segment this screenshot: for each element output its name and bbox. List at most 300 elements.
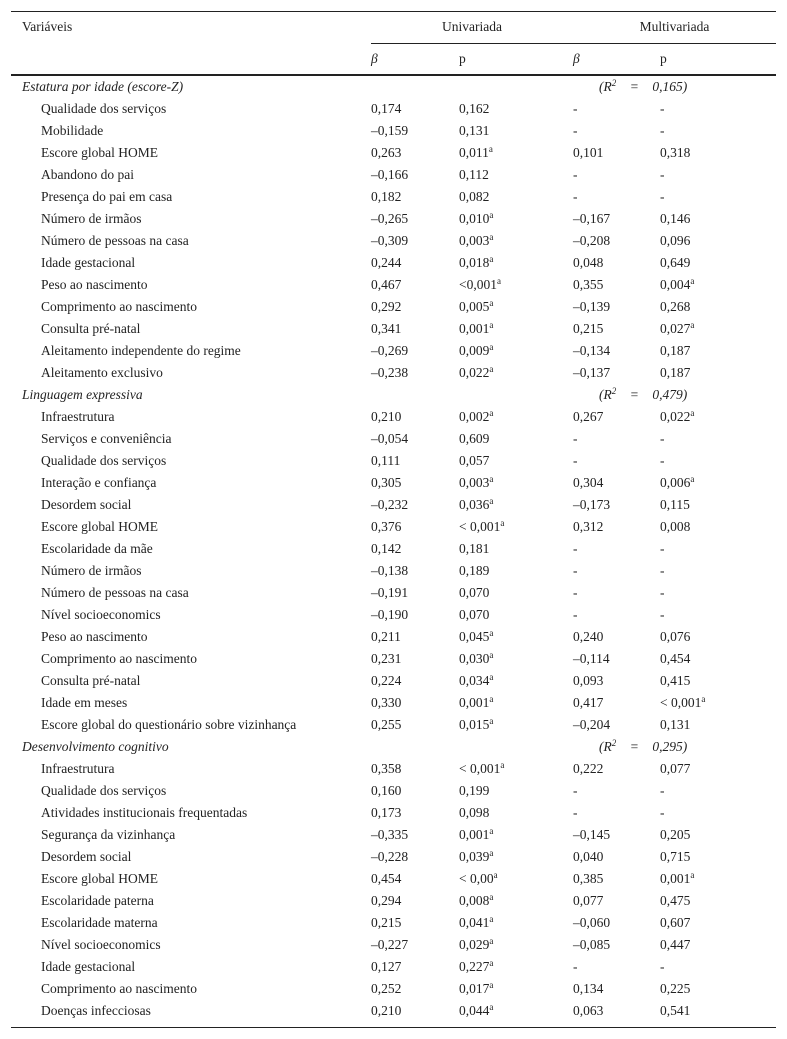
header-variables: Variáveis [22,19,73,35]
p-multivariate-cell [660,802,776,824]
beta-univariate-cell [371,714,459,736]
beta-multivariate-cell [573,120,660,142]
beta-univariate-cell [371,406,459,428]
significance-mark: a [489,408,494,418]
beta-univariate-cell [371,208,459,230]
p-univariate-cell [459,846,573,868]
row-label: Aleitamento exclusivo [41,365,163,380]
p-univariate-cell [459,472,573,494]
beta-univariate: 0,341 [371,321,402,336]
beta-multivariate: - [573,959,578,974]
p-univariate: 0,045 [459,629,490,644]
beta-univariate-cell [371,758,459,780]
significance-mark: a [489,364,494,374]
beta-multivariate-cell [573,868,660,890]
p-multivariate: 0,115 [660,497,690,512]
p-univariate-cell [459,208,573,230]
p-univariate-cell [459,538,573,560]
beta-multivariate-cell [573,472,660,494]
beta-univariate: 0,252 [371,981,402,996]
beta-multivariate-cell [573,252,660,274]
p-univariate-cell [459,142,573,164]
beta-univariate-cell [371,670,459,692]
p-multivariate: 0,268 [660,299,691,314]
p-multivariate: 0,475 [660,893,691,908]
beta-univariate-cell [371,450,459,472]
row-label: Escolaridade materna [41,915,158,930]
row-label: Idade gestacional [41,255,136,270]
table-row [11,648,776,670]
p-multivariate: - [660,431,665,446]
p-univariate-cell [459,978,573,1000]
p-multivariate: - [660,783,665,798]
table-row [11,868,776,890]
beta-univariate: 0,210 [371,409,402,424]
p-univariate-cell [459,362,573,384]
row-label-cell [11,318,371,340]
row-label-cell [11,516,371,538]
p-multivariate-cell [660,846,776,868]
beta-univariate: 0,211 [371,629,401,644]
beta-univariate: 0,467 [371,277,402,292]
beta-univariate: 0,224 [371,673,402,688]
p-multivariate: - [660,189,665,204]
p-univariate: 0,030 [459,651,490,666]
row-label-cell [11,802,371,824]
table-row [11,802,776,824]
beta-multivariate: –0,139 [573,299,611,314]
row-label-cell [11,648,371,670]
p-univariate-cell [459,186,573,208]
header-p-multivariate: p [660,44,776,76]
beta-multivariate: –0,085 [573,937,611,952]
row-label: Mobilidade [41,123,104,138]
beta-multivariate: 0,385 [573,871,604,886]
beta-univariate-cell [371,428,459,450]
p-multivariate: - [660,101,665,116]
beta-multivariate: 0,063 [573,1003,604,1018]
p-univariate: 0,009 [459,343,490,358]
row-label-cell [11,780,371,802]
p-multivariate: 0,096 [660,233,691,248]
row-label: Idade gestacional [41,959,136,974]
p-multivariate-cell [660,406,776,428]
beta-multivariate-cell [573,142,660,164]
p-multivariate-cell [660,450,776,472]
beta-univariate-cell [371,934,459,956]
beta-multivariate: 0,267 [573,409,604,424]
significance-mark: a [690,474,695,484]
table-row [11,934,776,956]
p-multivariate-cell [660,252,776,274]
p-multivariate-cell [660,538,776,560]
header-spacer [11,44,371,76]
beta-multivariate-cell [573,604,660,626]
table-row [11,274,776,296]
beta-multivariate: - [573,563,578,578]
p-univariate: 0,057 [459,453,490,468]
row-label: Infraestrutura [41,409,115,424]
p-univariate-cell [459,604,573,626]
row-label-cell [11,824,371,846]
significance-mark: a [488,144,493,154]
p-multivariate: - [660,607,665,622]
beta-multivariate-cell [573,692,660,714]
beta-multivariate-cell [573,1000,660,1022]
row-label: Desordem social [41,497,132,512]
p-univariate: 0,098 [459,805,490,820]
p-univariate: 0,036 [459,497,490,512]
significance-mark: a [489,320,494,330]
table-row [11,758,776,780]
significance-mark: a [690,320,695,330]
table-row [11,714,776,736]
beta-multivariate-cell [573,912,660,934]
beta-univariate-cell [371,1000,459,1022]
beta-multivariate-cell [573,164,660,186]
beta-univariate-cell [371,538,459,560]
table-row [11,450,776,472]
row-label: Número de irmãos [41,563,142,578]
beta-multivariate: –0,134 [573,343,611,358]
p-univariate-cell [459,802,573,824]
group-r2 [573,736,776,758]
p-multivariate: - [660,563,665,578]
row-label-cell [11,890,371,912]
beta-multivariate-cell [573,428,660,450]
p-multivariate-cell [660,1000,776,1022]
p-univariate: 0,010 [459,211,490,226]
row-label-cell [11,538,371,560]
p-multivariate: - [660,541,665,556]
row-label: Consulta pré-natal [41,673,141,688]
table-row [11,670,776,692]
row-label: Número de irmãos [41,211,142,226]
beta-univariate-cell [371,890,459,912]
beta-univariate: –0,227 [371,937,409,952]
row-label: Nível socioeconomics [41,607,161,622]
row-label-cell [11,670,371,692]
significance-mark: a [489,694,494,704]
p-multivariate: - [660,805,665,820]
p-univariate: 0,005 [459,299,490,314]
p-multivariate-cell [660,230,776,252]
p-univariate: 0,011 [459,145,489,160]
beta-multivariate: 0,077 [573,893,604,908]
beta-univariate-cell [371,142,459,164]
beta-multivariate-cell [573,450,660,472]
p-univariate: 0,227 [459,959,490,974]
header-row-groups [11,11,776,44]
p-multivariate-cell [660,208,776,230]
row-label-cell [11,560,371,582]
beta-multivariate-cell [573,186,660,208]
row-label-cell [11,692,371,714]
significance-mark: a [701,694,706,704]
row-label-cell [11,868,371,890]
p-multivariate-cell [660,582,776,604]
beta-multivariate-cell [573,890,660,912]
row-label: Escolaridade da mãe [41,541,153,556]
beta-univariate: –0,054 [371,431,409,446]
p-univariate-cell [459,648,573,670]
row-label: Abandono do pai [41,167,134,182]
significance-mark: a [489,826,494,836]
significance-mark: a [489,298,494,308]
row-label-cell [11,296,371,318]
p-multivariate-cell [660,274,776,296]
p-univariate-cell [459,670,573,692]
p-multivariate-cell [660,824,776,846]
row-label: Qualidade dos serviços [41,783,167,798]
p-univariate-cell [459,582,573,604]
row-label: Doenças infecciosas [41,1003,151,1018]
row-label-cell [11,428,371,450]
p-univariate-cell [459,428,573,450]
p-univariate: 0,003 [459,475,490,490]
beta-multivariate-cell [573,582,660,604]
p-univariate: 0,112 [459,167,489,182]
p-multivariate: 0,146 [660,211,691,226]
p-univariate-cell [459,626,573,648]
p-multivariate: - [660,959,665,974]
table-row [11,978,776,1000]
p-univariate: < 0,00 [459,871,494,886]
beta-univariate: 0,142 [371,541,402,556]
beta-multivariate: 0,417 [573,695,604,710]
beta-univariate: 0,294 [371,893,402,908]
row-label: Escore global HOME [41,145,158,160]
p-multivariate-cell [660,560,776,582]
p-univariate-cell [459,912,573,934]
beta-univariate: 0,244 [371,255,402,270]
beta-multivariate: - [573,585,578,600]
beta-multivariate-cell [573,846,660,868]
significance-mark: a [690,276,695,286]
p-univariate: 0,082 [459,189,490,204]
beta-univariate: –0,190 [371,607,409,622]
p-univariate-cell [459,494,573,516]
beta-multivariate: 0,222 [573,761,604,776]
beta-univariate-cell [371,120,459,142]
p-multivariate-cell [660,340,776,362]
beta-multivariate: 0,093 [573,673,604,688]
p-univariate: 0,034 [459,673,490,688]
beta-multivariate-cell [573,406,660,428]
table-row [11,538,776,560]
group-r2-value: ($R^2$ = 0,479) [599,386,688,402]
p-univariate-cell [459,230,573,252]
p-univariate-cell [459,450,573,472]
beta-univariate-cell [371,780,459,802]
beta-univariate: –0,166 [371,167,409,182]
p-univariate-cell [459,692,573,714]
p-multivariate-cell [660,912,776,934]
row-label-cell [11,142,371,164]
beta-univariate: 0,160 [371,783,402,798]
beta-multivariate: - [573,453,578,468]
row-label-cell [11,164,371,186]
p-multivariate-cell [660,428,776,450]
beta-multivariate-cell [573,934,660,956]
table-row [11,164,776,186]
p-univariate: 0,015 [459,717,490,732]
beta-univariate-cell [371,230,459,252]
beta-multivariate-cell [573,274,660,296]
p-univariate-cell [459,274,573,296]
beta-univariate-cell [371,362,459,384]
table-row [11,890,776,912]
header-beta-multivariate: β [573,44,660,76]
significance-mark: a [489,914,494,924]
beta-univariate: –0,238 [371,365,409,380]
p-univariate: < 0,001 [459,761,501,776]
table-row [11,626,776,648]
p-multivariate: < 0,001 [660,695,702,710]
beta-multivariate-cell [573,780,660,802]
row-label: Escore global HOME [41,519,158,534]
row-label-cell [11,912,371,934]
significance-mark: a [489,672,494,682]
significance-mark: a [690,870,695,880]
p-univariate: 0,609 [459,431,490,446]
beta-multivariate: 0,355 [573,277,604,292]
header-p-univariate: p [459,44,573,76]
significance-mark: a [493,870,498,880]
p-multivariate-cell [660,296,776,318]
p-multivariate-cell [660,626,776,648]
p-univariate-cell [459,956,573,978]
p-univariate-cell [459,868,573,890]
beta-univariate-cell [371,274,459,296]
beta-multivariate: - [573,805,578,820]
table-row [11,956,776,978]
beta-multivariate-cell [573,538,660,560]
row-label-cell [11,340,371,362]
beta-univariate-cell [371,296,459,318]
p-multivariate: 0,004 [660,277,691,292]
p-univariate: 0,131 [459,123,490,138]
row-label: Número de pessoas na casa [41,233,189,248]
beta-univariate: –0,309 [371,233,409,248]
p-multivariate: 0,415 [660,673,691,688]
p-multivariate-cell [660,670,776,692]
table-row [11,98,776,120]
row-label: Escore global do questionário sobre vizinhança [41,717,297,732]
row-label: Escore global HOME [41,871,158,886]
beta-univariate: 0,215 [371,915,402,930]
beta-multivariate-cell [573,98,660,120]
p-multivariate: 0,008 [660,519,691,534]
row-label: Comprimento ao nascimento [41,299,197,314]
p-univariate: 0,070 [459,607,490,622]
beta-univariate-cell [371,494,459,516]
beta-multivariate-cell [573,362,660,384]
significance-mark: a [489,892,494,902]
row-label-cell [11,406,371,428]
p-multivariate: - [660,453,665,468]
beta-univariate-cell [371,978,459,1000]
p-univariate-cell [459,934,573,956]
row-label: Interação e confiança [41,475,157,490]
table-row [11,340,776,362]
p-multivariate-cell [660,120,776,142]
beta-univariate-cell [371,472,459,494]
p-univariate: 0,001 [459,695,490,710]
beta-multivariate: 0,134 [573,981,604,996]
significance-mark: a [489,936,494,946]
significance-mark: a [489,980,494,990]
p-univariate-cell [459,890,573,912]
group-header-row [11,75,776,98]
beta-univariate: 0,263 [371,145,402,160]
p-univariate-cell [459,1000,573,1022]
p-univariate: 0,199 [459,783,490,798]
p-multivariate-cell [660,164,776,186]
beta-multivariate: - [573,101,578,116]
beta-multivariate: –0,145 [573,827,611,842]
beta-univariate-cell [371,802,459,824]
beta-univariate-cell [371,824,459,846]
significance-mark: a [489,254,494,264]
table-row [11,846,776,868]
beta-univariate: 0,376 [371,519,402,534]
row-label-cell [11,252,371,274]
p-multivariate: 0,001 [660,871,691,886]
beta-multivariate: - [573,189,578,204]
row-label: Desordem social [41,849,132,864]
row-label-cell [11,362,371,384]
significance-mark: a [690,408,695,418]
p-univariate-cell [459,296,573,318]
table-row [11,582,776,604]
significance-mark: a [489,958,494,968]
beta-multivariate-cell [573,230,660,252]
p-multivariate: 0,454 [660,651,691,666]
row-label: Número de pessoas na casa [41,585,189,600]
table-row [11,692,776,714]
row-label-cell [11,626,371,648]
row-label-cell [11,230,371,252]
row-label-cell [11,120,371,142]
table-row [11,472,776,494]
p-multivariate: 0,318 [660,145,691,160]
beta-univariate-cell [371,604,459,626]
row-label: Atividades institucionais frequentadas [41,805,248,820]
table-row [11,1000,776,1022]
row-label: Serviços e conveniência [41,431,172,446]
significance-mark: a [500,760,505,770]
significance-mark: a [489,716,494,726]
p-multivariate: 0,077 [660,761,691,776]
p-multivariate: 0,607 [660,915,691,930]
beta-univariate: 0,454 [371,871,402,886]
beta-multivariate-cell [573,516,660,538]
group-title: Desenvolvimento cognitivo [22,739,169,754]
beta-univariate: –0,335 [371,827,409,842]
group-header-row [11,736,776,758]
p-multivariate: 0,076 [660,629,691,644]
table-row [11,252,776,274]
p-multivariate: 0,131 [660,717,691,732]
row-label: Nível socioeconomics [41,937,161,952]
beta-multivariate: 0,312 [573,519,604,534]
row-label-cell [11,494,371,516]
row-label: Comprimento ao nascimento [41,651,197,666]
p-univariate: 0,018 [459,255,490,270]
beta-univariate: 0,210 [371,1003,402,1018]
p-multivariate: 0,447 [660,937,691,952]
